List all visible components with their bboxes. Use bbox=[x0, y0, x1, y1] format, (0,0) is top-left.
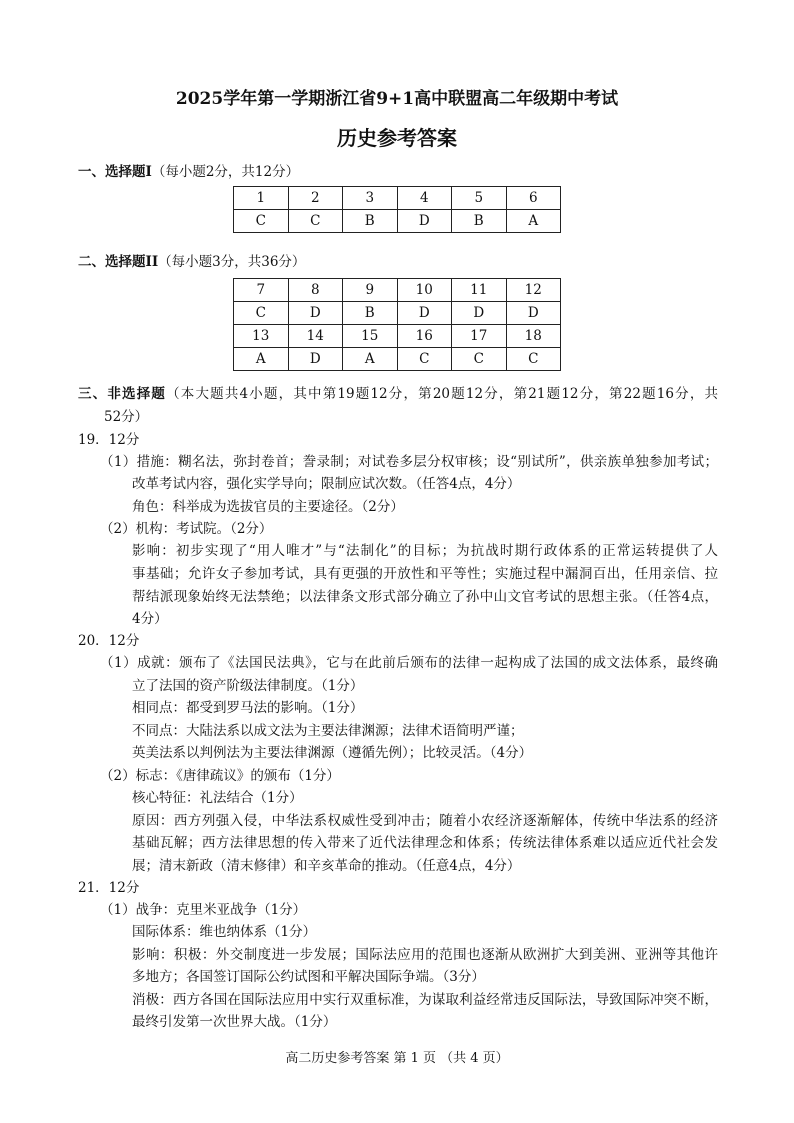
table-cell: A bbox=[343, 348, 398, 371]
answer-line: 事基础；允许女子参加考试，具有更强的开放性和平等性；实施过程中漏洞百出，任用亲信、拉 bbox=[132, 566, 718, 582]
table-cell: B bbox=[343, 210, 398, 233]
table-cell: 13 bbox=[234, 325, 289, 348]
section2-label: 二、选择题II bbox=[78, 254, 159, 270]
answer-line: （1）成就：颁布了《法国民法典》，它与在此前后颁布的法律一起构成了法国的成文法体系，最终确 bbox=[100, 655, 718, 671]
table-cell: A bbox=[506, 210, 561, 233]
section2-heading bbox=[78, 253, 305, 271]
exam-title: 2025学年第一学期浙江省9+1高中联盟高二年级期中考试 bbox=[175, 89, 619, 109]
section3-heading bbox=[78, 385, 718, 403]
table-cell: 11 bbox=[452, 279, 507, 302]
answer-line: 核心特征：礼法结合（1分） bbox=[132, 790, 303, 806]
table-cell: C bbox=[234, 302, 289, 325]
section2-answer-table bbox=[233, 278, 561, 371]
table-row bbox=[234, 302, 561, 325]
table-cell: 9 bbox=[343, 279, 398, 302]
answer-line: 消极：西方各国在国际法应用中实行双重标准，为谋取利益经常违反国际法，导致国际冲突不断， bbox=[132, 992, 718, 1008]
answer-line: 影响：积极：外交制度进一步发展；国际法应用的范围也逐渐从欧洲扩大到美洲、亚洲等其他许 bbox=[132, 947, 718, 963]
table-row bbox=[234, 187, 561, 210]
table-cell: A bbox=[234, 348, 289, 371]
answer-line: 相同点：都受到罗马法的影响。（1分） bbox=[132, 700, 364, 716]
section1-note: （每小题2分，共12分） bbox=[151, 164, 300, 180]
answer-line: 英美法系以判例法为主要法律渊源（遵循先例）；比较灵活。（4分） bbox=[132, 745, 533, 761]
table-cell: D bbox=[288, 348, 343, 371]
table-cell: 10 bbox=[397, 279, 452, 302]
table-row bbox=[234, 210, 561, 233]
table-cell: 18 bbox=[506, 325, 561, 348]
table-cell: 2 bbox=[288, 187, 343, 210]
table-cell: C bbox=[234, 210, 289, 233]
answer-line: 国际体系：维也纳体系（1分） bbox=[132, 924, 317, 940]
answer-line: （1）战争：克里米亚战争（1分） bbox=[100, 902, 307, 918]
table-cell: B bbox=[343, 302, 398, 325]
question-heading: 21．12分 bbox=[78, 880, 140, 896]
table-cell: D bbox=[506, 302, 561, 325]
question-heading: 19．12分 bbox=[78, 432, 140, 448]
table-cell: 5 bbox=[452, 187, 507, 210]
table-cell: 1 bbox=[234, 187, 289, 210]
table-cell: D bbox=[397, 210, 452, 233]
question-heading: 20．12分 bbox=[78, 633, 140, 649]
table-cell: 8 bbox=[288, 279, 343, 302]
answer-line: 改革考试内容，强化实学导向；限制应试次数。（任答4点，4分） bbox=[132, 476, 521, 492]
answer-line: 帮结派现象始终无法禁绝；以法律条文形式部分确立了孙中山文官考试的思想主张。（任答4点， bbox=[132, 589, 718, 605]
section1-heading bbox=[78, 163, 299, 181]
answer-line: 角色：科举成为选拔官员的主要途径。（2分） bbox=[132, 499, 404, 515]
section3-label: 三、非选择题 bbox=[78, 386, 167, 402]
answer-line: 原因：西方列强入侵，中华法系权威性受到冲击；随着小农经济逐渐解体，传统中华法系的经济 bbox=[132, 813, 718, 829]
table-cell: 17 bbox=[452, 325, 507, 348]
table-cell: 6 bbox=[506, 187, 561, 210]
table-cell: C bbox=[452, 348, 507, 371]
table-cell: C bbox=[397, 348, 452, 371]
table-cell: D bbox=[397, 302, 452, 325]
table-cell: B bbox=[452, 210, 507, 233]
table-cell: D bbox=[288, 302, 343, 325]
page-footer: 高二历史参考答案 第 1 页 （共 4 页） bbox=[285, 1051, 509, 1066]
table-cell: C bbox=[288, 210, 343, 233]
section1-answer-table bbox=[233, 186, 561, 233]
answer-line: （2）机构：考试院。（2分） bbox=[100, 521, 273, 537]
section1-label: 一、选择题I bbox=[78, 164, 152, 180]
section3-note-continued: 52分） bbox=[104, 409, 149, 425]
answer-line: 影响：初步实现了“用人唯才”与“法制化”的目标；为抗战时期行政体系的正常运转提供了人 bbox=[132, 543, 718, 559]
table-cell: 7 bbox=[234, 279, 289, 302]
section2-note: （每小题3分，共36分） bbox=[158, 254, 306, 270]
answer-line: （2）标志：《唐律疏议》的颁布（1分） bbox=[100, 768, 340, 784]
answer-line: 4分） bbox=[132, 611, 168, 627]
table-cell: 4 bbox=[397, 187, 452, 210]
table-cell: 12 bbox=[506, 279, 561, 302]
table-cell: 14 bbox=[288, 325, 343, 348]
table-cell: C bbox=[506, 348, 561, 371]
answer-line: （1）措施：糊名法，弥封卷首；誊录制；对试卷多层分权审核；设“别试所”，供亲族单独参加考试； bbox=[100, 454, 718, 470]
answer-line: 展；清末新政（清末修律）和辛亥革命的推动。（任意4点，4分） bbox=[132, 858, 521, 874]
table-cell: 3 bbox=[343, 187, 398, 210]
table-row bbox=[234, 279, 561, 302]
table-cell: 16 bbox=[397, 325, 452, 348]
table-row bbox=[234, 325, 561, 348]
table-cell: D bbox=[452, 302, 507, 325]
table-row bbox=[234, 348, 561, 371]
answer-line: 不同点：大陆法系以成文法为主要法律渊源；法律术语简明严谨； bbox=[132, 723, 524, 739]
table-cell: 15 bbox=[343, 325, 398, 348]
answer-line: 多地方；各国签订国际公约试图和平解决国际争端。（3分） bbox=[132, 969, 485, 985]
answer-line: 立了法国的资产阶级法律制度。（1分） bbox=[132, 678, 364, 694]
answer-line: 最终引发第一次世界大战。（1分） bbox=[132, 1014, 337, 1030]
answer-key-subtitle: 历史参考答案 bbox=[337, 126, 457, 150]
answer-line: 基础瓦解；西方法律思想的传入带来了近代法律理念和体系；传统法律体系难以适应近代社会发 bbox=[132, 835, 718, 851]
section3-note: （本大题共4小题，其中第19题12分，第20题12分，第21题12分，第22题16分，共 bbox=[166, 386, 719, 402]
